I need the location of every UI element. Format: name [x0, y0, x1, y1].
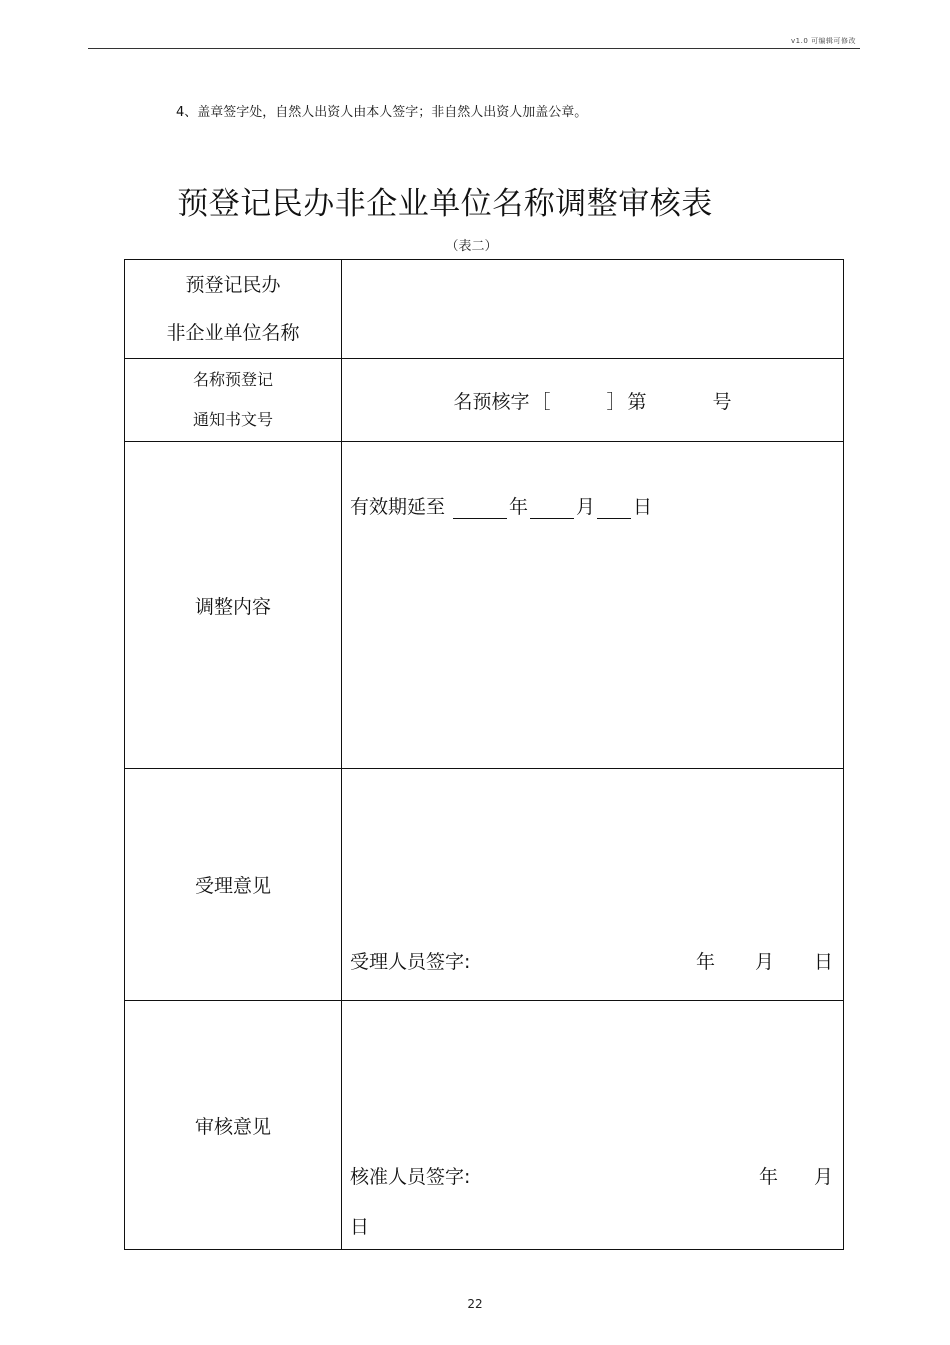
bracket-open: ［	[531, 391, 551, 413]
acceptance-opinion-label: 受理意见	[125, 769, 342, 1001]
validity-prefix: 有效期延至	[350, 496, 446, 518]
validity-year-blank[interactable]	[453, 498, 507, 519]
organization-name-label-line1: 预登记民办	[185, 274, 281, 296]
bracket-close: ］	[606, 391, 626, 413]
row-adjustment-content	[125, 442, 844, 769]
review-opinion-field[interactable]	[342, 1001, 844, 1250]
review-month-label: 月	[813, 1166, 833, 1188]
notice-number-field[interactable]	[342, 359, 844, 442]
row-acceptance-opinion	[125, 769, 844, 1001]
validity-month-label: 月	[576, 496, 596, 518]
review-signature-label: 核准人员签字:	[350, 1166, 471, 1188]
acceptance-date	[696, 947, 833, 974]
validity-day-label: 日	[633, 496, 653, 518]
row-review-opinion	[125, 1001, 844, 1250]
acceptance-day-label: 日	[813, 951, 833, 973]
review-year-label: 年	[758, 1166, 778, 1188]
approval-prefix: 名预核字	[453, 391, 530, 413]
review-form-table	[124, 259, 844, 1250]
acceptance-signature-label: 受理人员签字:	[350, 951, 471, 973]
organization-name-label-line2: 非企业单位名称	[166, 322, 300, 344]
page-number: 22	[467, 1297, 483, 1311]
review-opinion-label: 审核意见	[125, 1001, 342, 1250]
header-rule	[88, 48, 860, 49]
document-title: 预登记民办非企业单位名称调整审核表	[177, 186, 713, 222]
acceptance-month-label: 月	[754, 951, 774, 973]
notice-number-label	[125, 359, 342, 442]
hao-label: 号	[712, 391, 732, 413]
validity-year-label: 年	[509, 496, 529, 518]
row-organization-name	[125, 260, 844, 359]
approval-number-line	[342, 387, 843, 414]
row-notice-number	[125, 359, 844, 442]
document-subtitle: （表二）	[445, 239, 498, 254]
review-day-label: 日	[350, 1216, 370, 1238]
review-date	[759, 1162, 833, 1189]
header-version-note: v1.0 可编辑可修改	[791, 37, 856, 45]
notice-number-label-line2: 通知书文号	[192, 410, 273, 429]
organization-name-label	[125, 260, 342, 359]
validity-extension-line	[350, 492, 652, 519]
notice-number-label-line1: 名称预登记	[192, 370, 273, 389]
validity-day-blank[interactable]	[597, 498, 631, 519]
organization-name-field[interactable]	[342, 260, 844, 359]
di-label: 第	[627, 391, 647, 413]
acceptance-opinion-field[interactable]	[342, 769, 844, 1001]
acceptance-year-label: 年	[695, 951, 715, 973]
adjustment-content-label: 调整内容	[125, 442, 342, 769]
adjustment-content-field[interactable]	[342, 442, 844, 769]
validity-month-blank[interactable]	[530, 498, 574, 519]
stamp-signature-note: 4、盖章签字处，自然人出资人由本人签字；非自然人出资人加盖公章。	[176, 105, 588, 120]
